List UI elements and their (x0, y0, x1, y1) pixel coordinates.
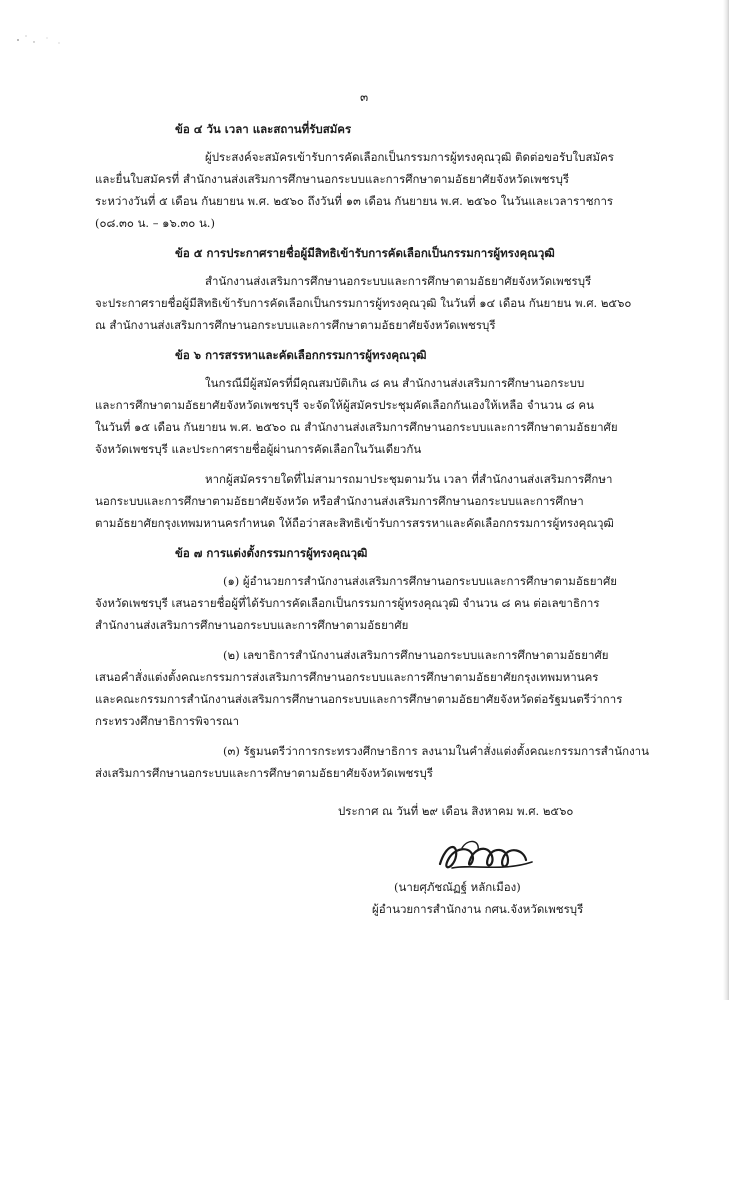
numbered-item (95, 740, 655, 784)
signatory-name: (นายศุภัชณัฏฐ์ หลักเมือง) (394, 880, 521, 894)
paragraph (95, 270, 655, 336)
numbered-item (95, 570, 655, 636)
item-line: สำนักงานส่งเสริมการศึกษานอกระบบและการศึกษาตามอัธยาศัย (95, 618, 409, 632)
paragraph-line: และยื่นใบสมัครที่ สำนักงานส่งเสริมการศึกษานอกระบบและการศึกษาตามอัธยาศัยจังหวัดเพชรบุรี (95, 172, 570, 186)
signatory-position: ผู้อำนวยการสำนักงาน กศน.จังหวัดเพชรบุรี (372, 902, 584, 916)
section-title: ข้อ ๔ วัน เวลา และสถานที่รับสมัคร (175, 122, 352, 136)
paragraph-line: ในวันที่ ๑๕ เดือน กันยายน พ.ศ. ๒๕๖๐ ณ สำนักงานส่งเสริมการศึกษานอกระบบและการศึกษาตามอัธยาศัย (95, 420, 618, 434)
item-line: กระทรวงศึกษาธิการพิจารณา (95, 714, 240, 728)
paragraph (95, 468, 655, 534)
scan-noise-marks (14, 30, 74, 50)
section-title: ข้อ ๕ การประกาศรายชื่อผู้มีสิทธิเข้ารับการคัดเลือกเป็นกรรมการผู้ทรงคุณวุฒิ (175, 246, 555, 260)
paragraph-line: ตามอัธยาศัยกรุงเทพมหานครกำหนด ให้ถือว่าสละสิทธิเข้ารับการสรรหาและคัดเลือกกรรมการผู้ทรงคุณวุฒิ (95, 516, 614, 530)
paragraph-line: และการศึกษาตามอัธยาศัยจังหวัดเพชรบุรี จะจัดให้ผู้สมัครประชุมคัดเลือกกันเองให้เหลือ จำนวน ๘ คน (95, 398, 594, 412)
paragraph-line: จะประกาศรายชื่อผู้มีสิทธิเข้ารับการคัดเลือกเป็นกรรมการผู้ทรงคุณวุฒิ ในวันที่ ๑๔ เดือน กันยายน พ.ศ. ๒๕๖๐ (95, 296, 632, 310)
paragraph-line: หากผู้สมัครรายใดที่ไม่สามารถมาประชุมตามวัน เวลา ที่สำนักงานส่งเสริมการศึกษา (205, 472, 613, 486)
handwritten-signature (432, 834, 542, 880)
paragraph-line: จังหวัดเพชรบุรี และประกาศรายชื่อผู้ผ่านการคัดเลือกในวันเดียวกัน (95, 442, 422, 456)
numbered-item (95, 644, 655, 732)
item-line: (๑) ผู้อำนวยการสำนักงานส่งเสริมการศึกษานอกระบบและการศึกษาตามอัธยาศัย (223, 574, 618, 588)
item-line: เสนอคำสั่งแต่งตั้งคณะกรรมการส่งเสริมการศึกษานอกระบบและการศึกษาตามอัธยาศัยกรุงเทพมหานคร (95, 670, 599, 684)
section-title: ข้อ ๖ การสรรหาและคัดเลือกกรรมการผู้ทรงคุณวุฒิ (175, 348, 427, 362)
document-body (95, 118, 655, 792)
item-line: (๓) รัฐมนตรีว่าการกระทรวงศึกษาธิการ ลงนามในคำสั่งแต่งตั้งคณะกรรมการสำนักงาน (223, 744, 649, 758)
paragraph (95, 146, 655, 234)
paragraph-line: ระหว่างวันที่ ๕ เดือน กันยายน พ.ศ. ๒๕๖๐ ถึงวันที่ ๑๓ เดือน กันยายน พ.ศ. ๒๕๖๐ ในวันและเวลาราชการ (95, 194, 614, 208)
paragraph-line: นอกระบบและการศึกษาตามอัธยาศัยจังหวัด หรือสำนักงานส่งเสริมการศึกษานอกระบบและการศึกษา (95, 494, 584, 508)
paragraph-line: ณ สำนักงานส่งเสริมการศึกษานอกระบบและการศึกษาตามอัธยาศัยจังหวัดเพชรบุรี (95, 318, 496, 332)
scan-edge-shadow (723, 0, 729, 1000)
item-line: ส่งเสริมการศึกษานอกระบบและการศึกษาตามอัธยาศัยจังหวัดเพชรบุรี (95, 766, 433, 780)
page-number: ๓ (360, 90, 369, 104)
item-line: และคณะกรรมการสำนักงานส่งเสริมการศึกษานอกระบบและการศึกษาตามอัธยาศัยจังหวัดต่อรัฐมนตรีว่าการ (95, 692, 623, 706)
paragraph (95, 372, 655, 460)
paragraph-line: ในกรณีมีผู้สมัครที่มีคุณสมบัติเกิน ๘ คน สำนักงานส่งเสริมการศึกษานอกระบบ (205, 376, 585, 390)
item-line: (๒) เลขาธิการสำนักงานส่งเสริมการศึกษานอกระบบและการศึกษาตามอัธยาศัย (223, 648, 609, 662)
paragraph-line: (๐๘.๓๐ น. – ๑๖.๓๐ น.) (95, 216, 215, 230)
announcement-date: ประกาศ ณ วันที่ ๒๙ เดือน สิงหาคม พ.ศ. ๒๕๖๐ (338, 804, 574, 818)
section-title: ข้อ ๗ การแต่งตั้งกรรมการผู้ทรงคุณวุฒิ (175, 546, 368, 560)
paragraph-line: สำนักงานส่งเสริมการศึกษานอกระบบและการศึกษาตามอัธยาศัยจังหวัดเพชรบุรี (205, 274, 592, 288)
item-line: จังหวัดเพชรบุรี เสนอรายชื่อผู้ที่ได้รับการคัดเลือกเป็นกรรมการผู้ทรงคุณวุฒิ จำนวน ๘ คน ต่อเลขาธิการ (95, 596, 600, 610)
paragraph-line: ผู้ประสงค์จะสมัครเข้ารับการคัดเลือกเป็นกรรมการผู้ทรงคุณวุฒิ ติดต่อขอรับใบสมัคร (205, 150, 614, 164)
